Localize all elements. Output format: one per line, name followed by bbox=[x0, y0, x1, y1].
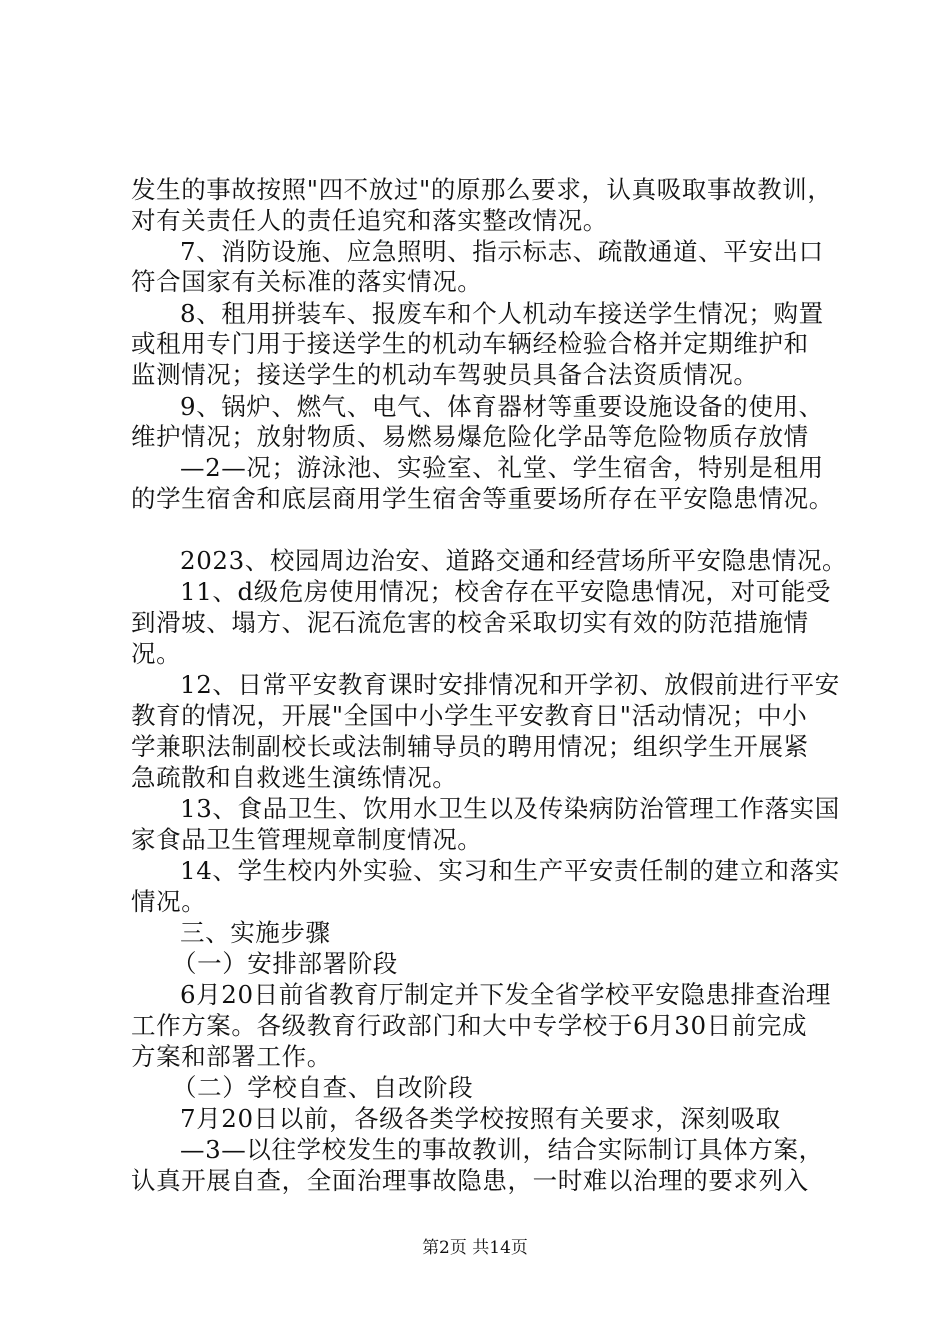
body-line: 认真开展自查，全面治理事故隐患，一时难以治理的要求列入 bbox=[131, 1166, 809, 1195]
body-line: 11、d级危房使用情况；校舍存在平安隐患情况，对可能受 bbox=[180, 577, 832, 606]
body-line: 符合国家有关标准的落实情况。 bbox=[131, 267, 483, 296]
body-line: 14、学生校内外实验、实习和生产平安责任制的建立和落实 bbox=[180, 856, 840, 885]
body-line: 13、食品卫生、饮用水卫生以及传染病防治管理工作落实国 bbox=[180, 794, 840, 823]
body-line: —3—以往学校发生的事故教训，结合实际制订具体方案， bbox=[180, 1135, 824, 1164]
subsection-heading: （一）安排部署阶段 bbox=[172, 949, 398, 978]
body-line: 情况。 bbox=[131, 887, 207, 916]
body-line: 9、锅炉、燃气、电气、体育器材等重要设施设备的使用、 bbox=[180, 392, 824, 421]
body-line: 8、租用拼装车、报废车和个人机动车接送学生情况；购置 bbox=[180, 299, 824, 328]
body-line: 维护情况；放射物质、易燃易爆危险化学品等危险物质存放情 bbox=[131, 422, 809, 451]
body-line: 对有关责任人的责任追究和落实整改情况。 bbox=[131, 206, 608, 235]
body-line: —2—况；游泳池、实验室、礼堂、学生宿舍，特别是租用 bbox=[180, 453, 824, 482]
body-line: 工作方案。各级教育行政部门和大中专学校于6月30日前完成 bbox=[131, 1011, 808, 1040]
body-line: 2023、校园周边治安、道路交通和经营场所平安隐患情况。 bbox=[180, 546, 848, 575]
body-line: 7、消防设施、应急照明、指示标志、疏散通道、平安出口 bbox=[180, 237, 824, 266]
body-line: 学兼职法制副校长或法制辅导员的聘用情况；组织学生开展紧 bbox=[131, 732, 809, 761]
page-number-footer: 第2页 共14页 bbox=[422, 1238, 528, 1258]
body-line: 6月20日前省教育厅制定并下发全省学校平安隐患排查治理 bbox=[180, 980, 831, 1009]
body-line: 12、日常平安教育课时安排情况和开学初、放假前进行平安 bbox=[180, 670, 840, 699]
body-line: 到滑坡、塌方、泥石流危害的校舍采取切实有效的防范措施情 bbox=[131, 608, 809, 637]
body-line: 教育的情况，开展"全国中小学生平安教育日"活动情况；中小 bbox=[131, 701, 808, 730]
body-line: 监测情况；接送学生的机动车驾驶员具备合法资质情况。 bbox=[131, 360, 759, 389]
body-line: 7月20日以前，各级各类学校按照有关要求，深刻吸取 bbox=[180, 1104, 781, 1133]
section-heading: 三、实施步骤 bbox=[180, 918, 331, 947]
body-line: 或租用专门用于接送学生的机动车辆经检验合格并定期维护和 bbox=[131, 329, 809, 358]
subsection-heading: （二）学校自查、自改阶段 bbox=[172, 1073, 474, 1102]
body-line: 发生的事故按照"四不放过"的原那么要求，认真吸取事故教训， bbox=[131, 175, 833, 204]
body-line: 家食品卫生管理规章制度情况。 bbox=[131, 825, 483, 854]
body-line: 的学生宿舍和底层商用学生宿舍等重要场所存在平安隐患情况。 bbox=[131, 484, 834, 513]
body-line: 急疏散和自救逃生演练情况。 bbox=[131, 763, 458, 792]
body-line: 方案和部署工作。 bbox=[131, 1042, 332, 1071]
body-line: 况。 bbox=[131, 639, 182, 668]
